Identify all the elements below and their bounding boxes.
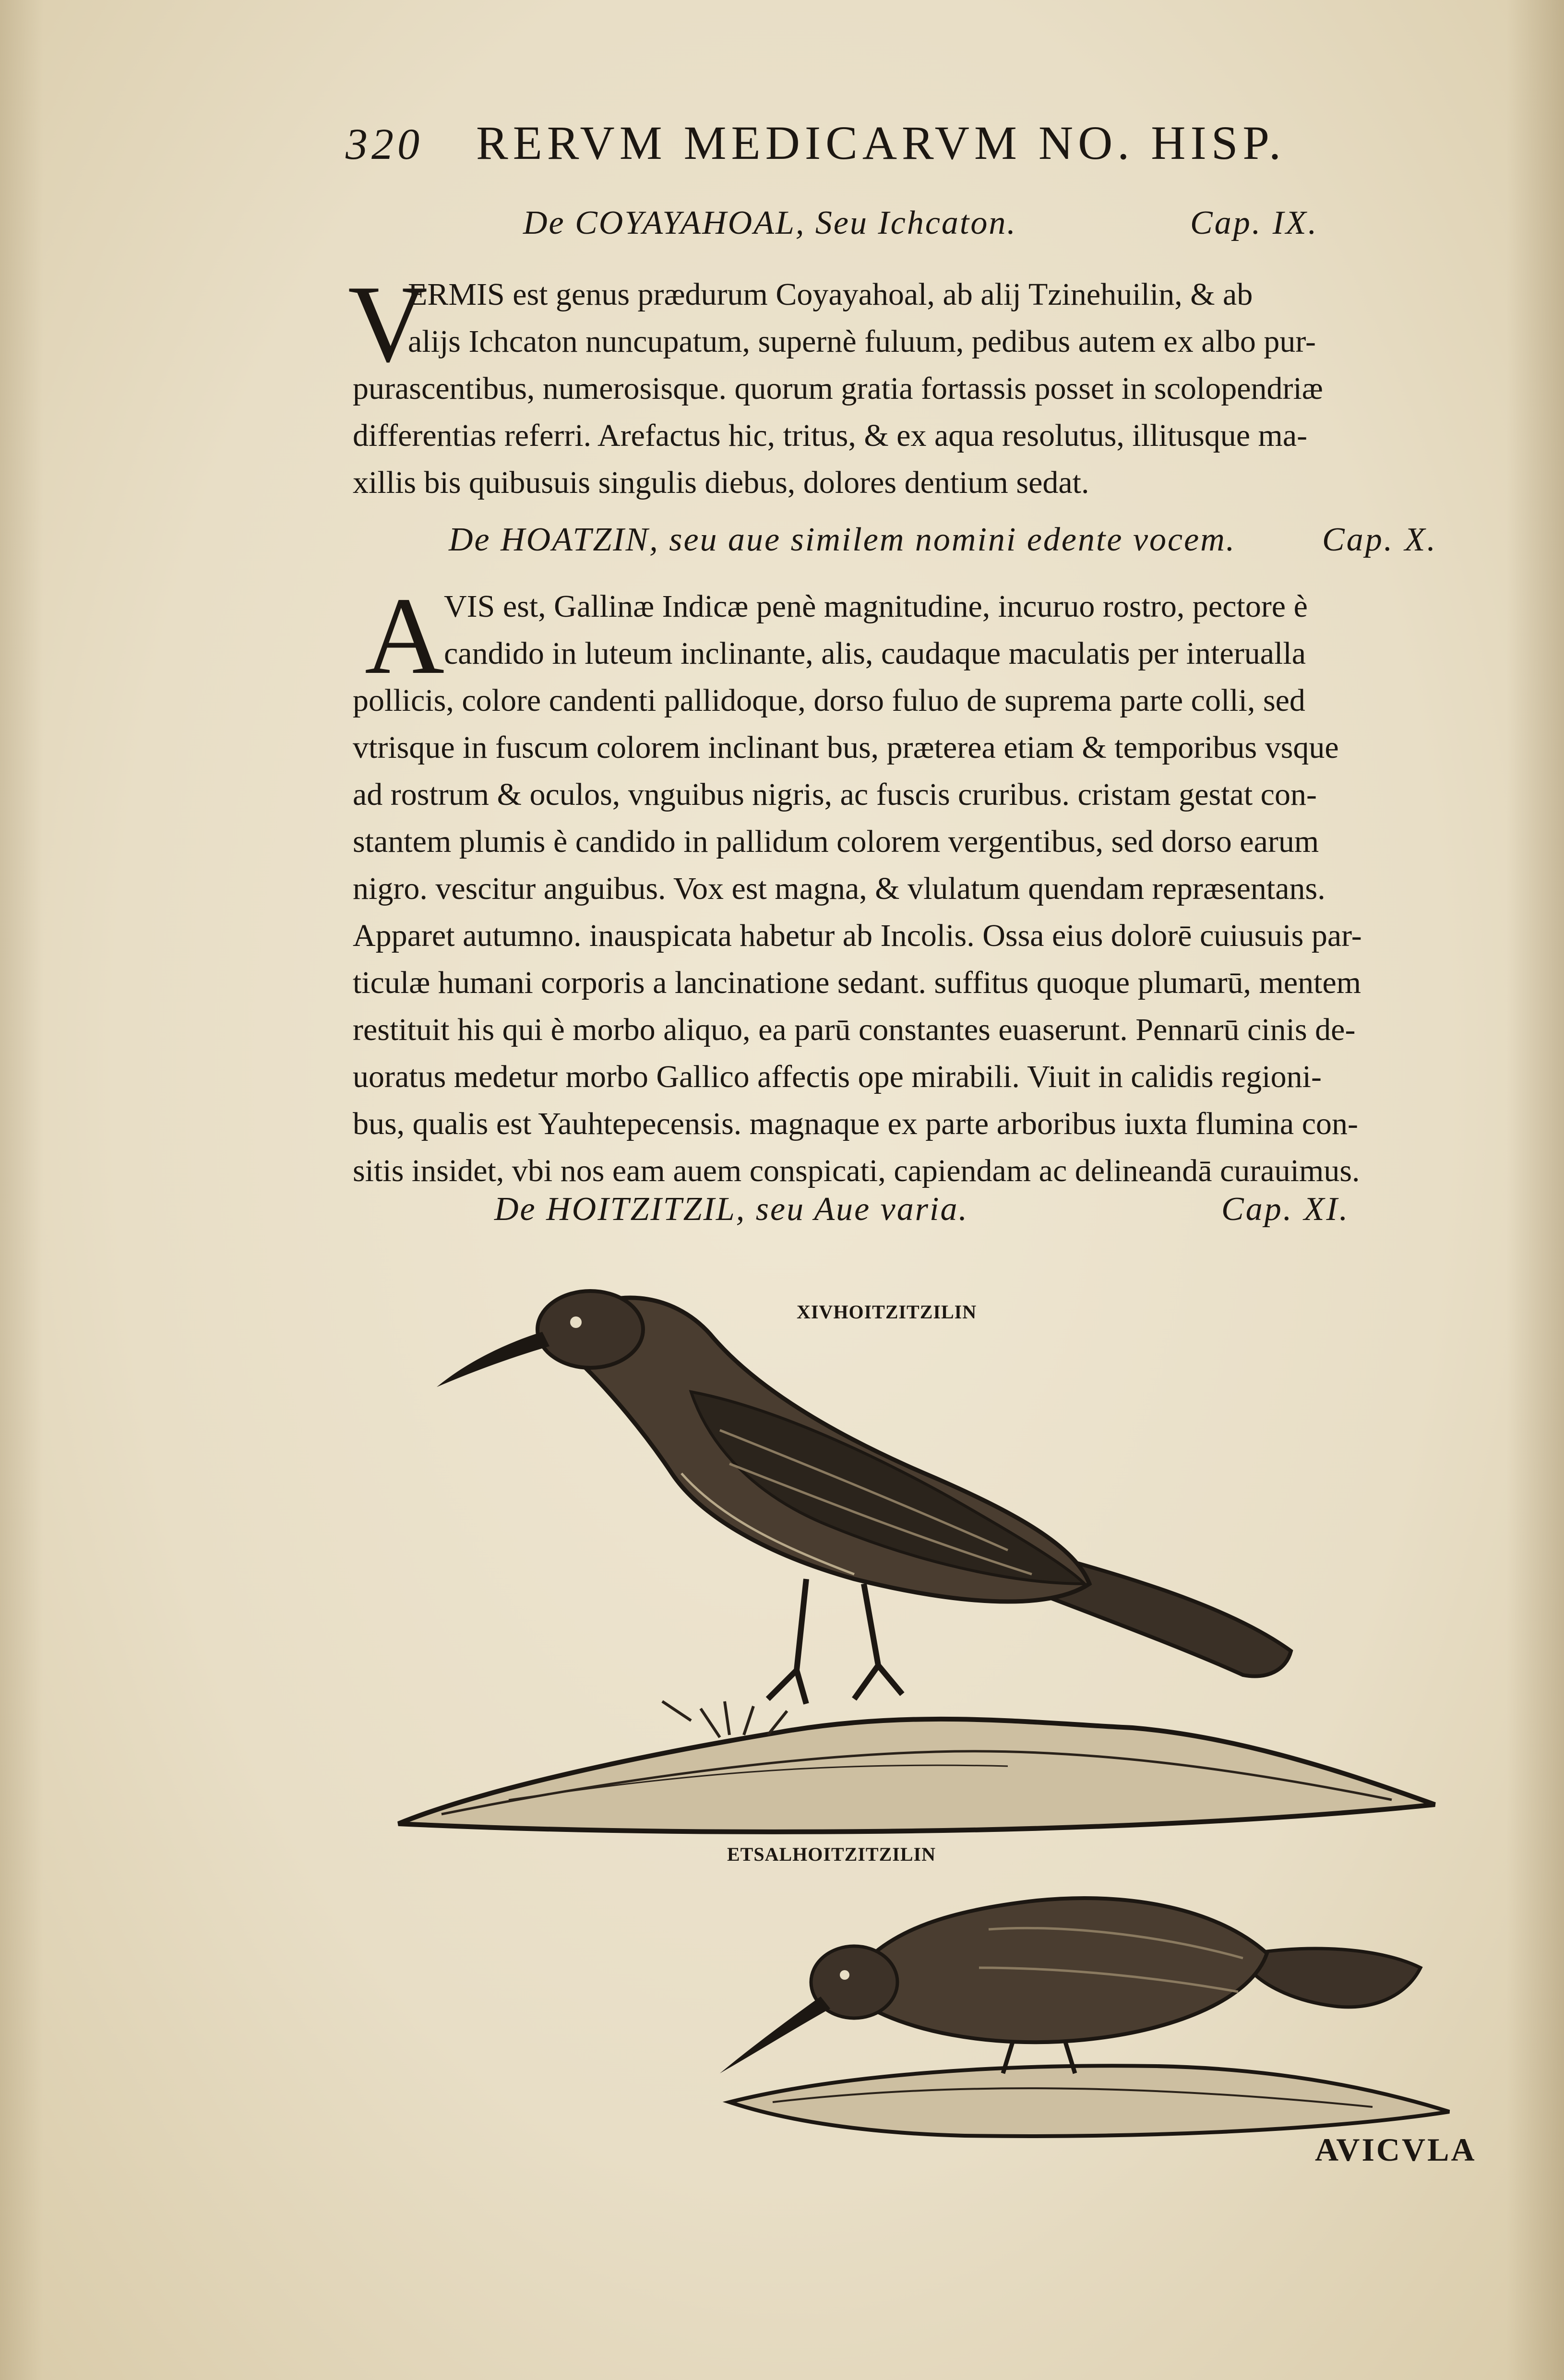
text-line: VIS est, Gallinæ Indicæ penè magnitudine, incuruo rostro, pectore è	[444, 589, 1308, 624]
drop-cap-a: A	[365, 574, 445, 697]
chapter-ix-cap: Cap. IX.	[1190, 204, 1319, 241]
page-shadow-left	[0, 0, 43, 2380]
text-line: restituit his qui è morbo aliquo, ea parū constantes euaserunt. Pennarū cinis de-	[353, 1012, 1356, 1047]
drop-cap-v: V	[348, 263, 428, 385]
page-number: 320	[346, 120, 423, 168]
text-line: nigro. vescitur anguibus. Vox est magna, & vlulatum quendam repræsentans.	[353, 871, 1325, 906]
figure-label-bottom: ETSALHOITZITZILIN	[727, 1843, 936, 1865]
figure-label-top: XIVHOITZITZILIN	[797, 1301, 977, 1323]
chapter-x-cap: Cap. X.	[1322, 521, 1437, 558]
text-line: candido in luteum inclinante, alis, caudaque maculatis per interualla	[444, 636, 1306, 671]
text-line: ERMIS est genus prædurum Coyayahoal, ab alij Tzinehuilin, & ab	[408, 277, 1253, 312]
chapter-xi-title: De HOITZITZIL, seu Aue varia.	[494, 1191, 968, 1228]
text-line: alijs Ichcaton nuncupatum, supernè fuluum, pedibus autem ex albo pur-	[408, 324, 1316, 359]
chapter-ix-title: De COYAYAHOAL, Seu Ichcaton.	[523, 204, 1017, 241]
chapter-x-text	[353, 574, 1519, 1195]
text-line: Apparet autumno. inauspicata habetur ab Incolis. Ossa eius dolorē cuiusuis par-	[353, 918, 1362, 953]
text-line: ticulæ humani corporis a lancinatione sedant. suffitus quoque plumarū, mentem	[353, 965, 1361, 1000]
text-line: vtrisque in fuscum colorem inclinant bus, præterea etiam & temporibus vsque	[353, 730, 1339, 765]
woodcut-bird-large	[384, 1248, 1454, 1843]
text-line: ad rostrum & oculos, vnguibus nigris, ac fuscis cruribus. cristam gestat con-	[353, 777, 1317, 812]
running-title: RERVM MEDICARVM NO. HISP.	[476, 116, 1286, 169]
text-line: uoratus medetur morbo Gallico affectis ope mirabili. Viuit in calidis regioni-	[353, 1059, 1322, 1094]
catchword: AVICVLA	[1315, 2131, 1477, 2168]
text-line: stantem plumis è candido in pallidum colorem vergentibus, sed dorso earum	[353, 824, 1319, 859]
text-line: purascentibus, numerosisque. quorum gratia fortassis posset in scolopendriæ	[353, 371, 1323, 406]
text-line: pollicis, colore candenti pallidoque, dorso fuluo de suprema parte colli, sed	[353, 683, 1305, 718]
text-line: sitis insidet, vbi nos eam auem conspicati, capiendam ac delineandā curauimus.	[353, 1153, 1360, 1188]
chapter-xi-cap: Cap. XI.	[1221, 1191, 1350, 1228]
text-line: bus, qualis est Yauhtepecensis. magnaque ex parte arboribus iuxta flumina con-	[353, 1106, 1358, 1141]
text-line: differentias referri. Arefactus hic, tritus, & ex aqua resolutus, illitusque ma-	[353, 418, 1308, 453]
chapter-x-title: De HOATZIN, seu aue similem nomini edente vocem.	[449, 521, 1236, 558]
page-header	[346, 115, 1397, 178]
text-line: xillis bis quibusuis singulis diebus, dolores dentium sedat.	[353, 465, 1089, 500]
woodcut-bird-small	[701, 1872, 1468, 2150]
chapter-ix-text	[353, 271, 1519, 506]
